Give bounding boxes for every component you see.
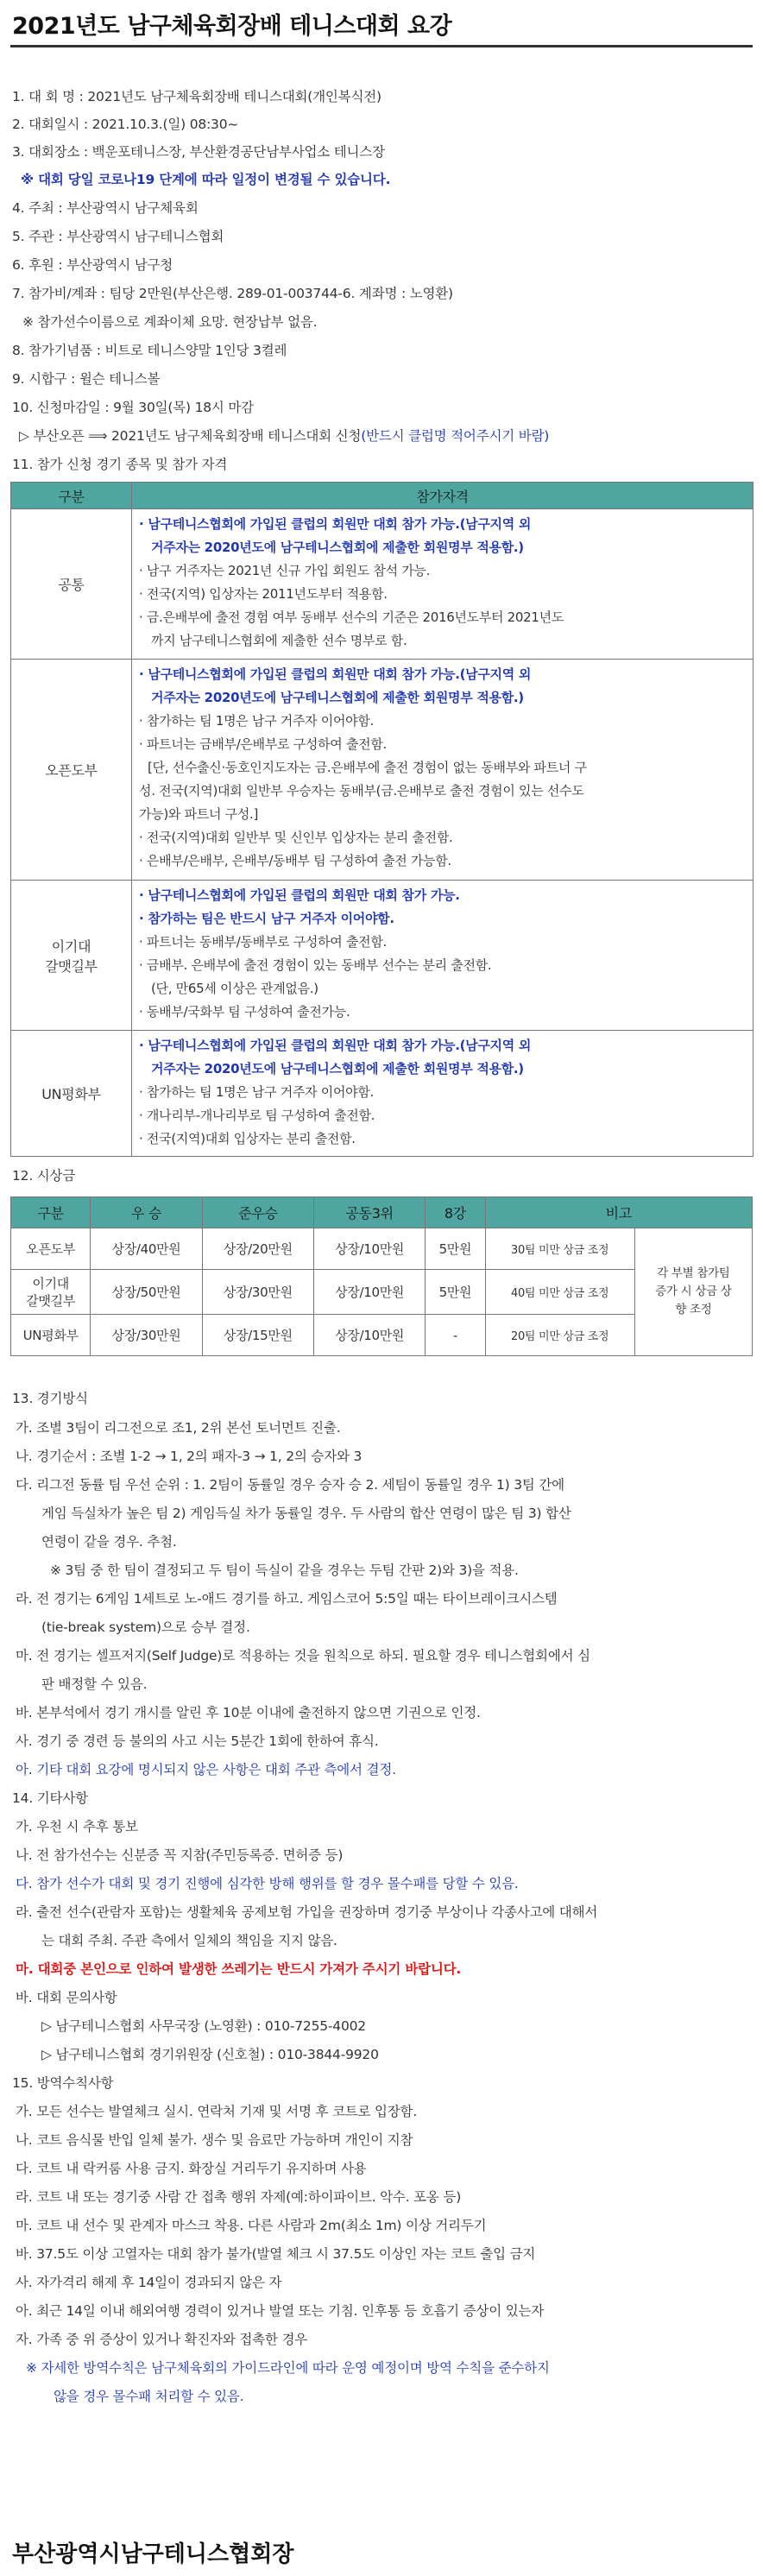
- info-ball: 9. 시합구 : 윌슨 테니스볼: [12, 371, 161, 387]
- section-12-heading: 12. 시상금: [12, 1168, 76, 1184]
- misc-line: 바. 대회 문의사항: [16, 1990, 117, 2005]
- contact-secretary: ▷ 남구테니스협회 사무국장 (노영환) : 010-7255-4002: [41, 2018, 366, 2034]
- prize-runner-up: 상장/30만원: [202, 1270, 313, 1315]
- prize-third: 상장/10만원: [313, 1315, 425, 1356]
- prize-category: 오픈도부: [11, 1228, 91, 1270]
- info-event-name: 1. 대 회 명 : 2021년도 남구체육회장배 테니스대회(개인복식전): [12, 89, 382, 104]
- title-divider: [10, 45, 753, 47]
- quarantine-line: 자. 가족 중 위 증상이 있거나 확진자와 접촉한 경우: [16, 2332, 308, 2347]
- qualification-line: · 은배부/은배부, 은배부/동배부 팀 구성하여 출전 가능함.: [139, 853, 451, 868]
- qualification-line: · 동배부/국화부 팀 구성하여 출전가능.: [139, 1004, 350, 1020]
- qualification-un-peace: [132, 1031, 754, 1157]
- rule-line: 게임 득실차가 높은 팀 2) 게임득실 차가 동률일 경우. 두 사람의 합산 연령이 많은 팀 3) 합산: [41, 1506, 571, 1521]
- section-11-heading: 11. 참가 신청 경기 종목 및 참가 자격: [12, 457, 228, 472]
- rule-line: 아. 기타 대회 요강에 명시되지 않은 사항은 대회 주관 측에서 결정.: [16, 1762, 396, 1777]
- misc-line: 마. 대회중 본인으로 인하여 발생한 쓰레기는 반드시 가져가 주시기 바랍니다.: [16, 1961, 462, 1977]
- qualification-line: · 전국(지역)대회 일반부 및 신인부 입상자는 분리 출전함.: [139, 830, 453, 845]
- prize-third: 상장/10만원: [313, 1270, 425, 1315]
- qualification-common: [132, 509, 754, 660]
- misc-line: 는 대회 주최. 주관 측에서 일체의 책임을 지지 않음.: [41, 1933, 337, 1948]
- category-line: 이기대: [32, 1275, 69, 1291]
- info-entry-fee: 7. 참가비/계좌 : 팀당 2만원(부산은행. 289-01-003744-6. 계좌명 : 노영환): [12, 286, 453, 301]
- misc-line: 나. 전 참가선수는 신분증 꼭 지참(주민등록증. 면허증 등): [16, 1847, 344, 1863]
- remark-line: 각 부별 참가팀: [657, 1266, 730, 1280]
- prize-runner-up: 상장/15만원: [202, 1315, 313, 1356]
- misc-line: 가. 우천 시 추후 통보: [16, 1819, 138, 1834]
- category-line: 갈맷길부: [26, 1292, 76, 1309]
- prize-runner-up: 상장/20만원: [202, 1228, 313, 1270]
- qualification-line: · 개나리부-개나리부로 팀 구성하여 출전함.: [139, 1108, 375, 1123]
- qualification-line: [단, 선수출신·동호인지도자는 금.은배부에 출전 경험이 없는 동배부와 파트너 구: [148, 760, 587, 775]
- qualification-line: 까지 남구테니스협회에 제출한 선수 명부로 함.: [151, 633, 407, 648]
- col-header-third: 공동3위: [313, 1197, 425, 1228]
- rule-line: 마. 전 경기는 셀프저지(Self Judge)로 적용하는 것을 원칙으로 하되. 필요할 경우 테니스협회에서 심: [16, 1648, 590, 1664]
- apply-path: ▷ 부산오픈 ⟹ 2021년도 남구체육회장배 테니스대회 신청: [19, 428, 362, 444]
- section-14-heading: 14. 기타사항: [12, 1790, 88, 1806]
- prize-remark: [634, 1228, 752, 1356]
- issuer-signature: 부산광역시남구테니스협회장: [12, 2541, 294, 2567]
- prize-winner: 상장/30만원: [91, 1315, 202, 1356]
- col-header-remark: 비고: [485, 1197, 752, 1228]
- info-organizer: 5. 주관 : 부산광역시 남구테니스협회: [12, 229, 224, 244]
- misc-line: 라. 출전 선수(관람자 포함)는 생활체육 공제보험 가입을 권장하며 경기중 부상이나 각종사고에 대해서: [16, 1904, 598, 1920]
- prize-winner: 상장/40만원: [91, 1228, 202, 1270]
- prize-quarterfinal: -: [426, 1315, 485, 1356]
- info-event-date: 2. 대회일시 : 2021.10.3.(일) 08:30~: [12, 117, 239, 132]
- qualification-line: · 남구테니스협회에 가입된 클럽의 회원만 대회 참가 가능.: [139, 887, 460, 903]
- prize-note: 20팀 미만 상금 조정: [485, 1315, 634, 1356]
- qualification-line: 성. 전국(지역)대회 일반부 우승자는 동배부(금.은배부로 출전 경험이 있는 선수도: [139, 783, 584, 799]
- document-title: 2021년도 남구체육회장배 테니스대회 요강: [12, 13, 452, 40]
- col-header-runner-up: 준우승: [202, 1197, 313, 1228]
- section-15-heading: 15. 방역수칙사항: [12, 2075, 114, 2091]
- col-header-winner: 우 승: [91, 1197, 202, 1228]
- remark-line: 향 조정: [675, 1303, 712, 1316]
- info-host: 4. 주최 : 부산광역시 남구체육회: [12, 200, 199, 216]
- qualification-line: · 금배부. 은배부에 출전 경험이 있는 동배부 선수는 분리 출전함.: [139, 957, 492, 973]
- col-header-quarterfinal: 8강: [426, 1197, 485, 1228]
- covid-notice: ※ 대회 당일 코로나19 단계에 따라 일정이 변경될 수 있습니다.: [21, 172, 391, 187]
- table-row: [11, 881, 754, 1031]
- rule-line: 나. 경기순서 : 조별 1-2 → 1, 2의 패자-3 → 1, 2의 승자와 3: [16, 1449, 363, 1464]
- entry-fee-note: ※ 참가선수이름으로 계좌이체 요망. 현장납부 없음.: [22, 314, 318, 330]
- table-row: [11, 509, 754, 660]
- quarantine-line: 라. 코트 내 또는 경기중 사람 간 접촉 행위 자제(예:하이파이브. 악수. 포옹 등): [16, 2189, 462, 2205]
- category-line: 이기대: [51, 938, 91, 955]
- rule-line: 라. 전 경기는 6게임 1세트로 노-애드 경기를 하고. 게임스코어 5:5일 때는 타이브레이크시스템: [16, 1591, 558, 1607]
- qualification-line: · 참가하는 팀 1명은 남구 거주자 이어야함.: [139, 1084, 375, 1100]
- qualification-line: · 금.은배부에 출전 경험 여부 동배부 선수의 기준은 2016년도부터 2021년도: [139, 609, 564, 625]
- quarantine-line: 아. 최근 14일 이내 해외여행 경력이 있거나 발열 또는 기침. 인후통 등 호흡기 증상이 있는자: [16, 2303, 545, 2319]
- qualification-line: 거주자는 2020년도에 남구테니스협회에 제출한 회원명부 적용함.): [151, 690, 524, 705]
- prize-header-row: [11, 1197, 753, 1228]
- apply-note: (반드시 클럽명 적어주시기 바람): [361, 428, 550, 444]
- qualification-line: 가능)와 파트너 구성.]: [139, 806, 259, 822]
- prize-note: 30팀 미만 상금 조정: [485, 1228, 634, 1270]
- prize-quarterfinal: 5만원: [426, 1228, 485, 1270]
- table-row: [11, 1031, 754, 1157]
- table-row: [11, 1228, 753, 1270]
- rule-line: (tie-break system)으로 승부 결정.: [41, 1619, 250, 1635]
- misc-line: 다. 참가 선수가 대회 및 경기 진행에 심각한 방해 행위를 할 경우 몰수패를 당할 수 있음.: [16, 1876, 519, 1891]
- quarantine-line: 바. 37.5도 이상 고열자는 대회 참가 불가(발열 체크 시 37.5도 이상인 자는 코트 출입 금지: [16, 2246, 536, 2262]
- col-header-category: 구분: [11, 1197, 91, 1228]
- category-open: 오픈도부: [11, 660, 132, 881]
- qualification-line: · 파트너는 동배부/동배부로 구성하여 출전함.: [139, 934, 387, 950]
- section-13-heading: 13. 경기방식: [12, 1391, 88, 1406]
- info-sponsor: 6. 후원 : 부산광역시 남구청: [12, 257, 173, 273]
- prize-note: 40팀 미만 상금 조정: [485, 1270, 634, 1315]
- rule-line: 다. 리그전 동률 팀 우선 순위 : 1. 2팀이 동률일 경우 승자 승 2. 세팀이 동률일 경우 1) 3팀 간에: [16, 1477, 564, 1493]
- col-header-qualification: 참가자격: [132, 483, 754, 509]
- quarantine-line: 가. 모든 선수는 발열체크 실시. 연락처 기재 및 서명 후 코트로 입장함.: [16, 2104, 418, 2119]
- prize-category: UN평화부: [11, 1315, 91, 1356]
- qualification-line: · 남구테니스협회에 가입된 클럽의 회원만 대회 참가 가능.(남구지역 외: [139, 1038, 532, 1053]
- quarantine-note: 않을 경우 몰수패 처리할 수 있음.: [54, 2389, 244, 2404]
- qualification-line: · 남구테니스협회에 가입된 클럽의 회원만 대회 참가 가능.(남구지역 외: [139, 666, 532, 682]
- prize-table: [10, 1196, 753, 1356]
- eligibility-header-row: [11, 483, 754, 509]
- rule-line: 연령이 같을 경우. 추첨.: [41, 1534, 177, 1550]
- qualification-line: · 참가하는 팀 1명은 남구 거주자 이어야함.: [139, 713, 375, 729]
- contact-committee: ▷ 남구테니스협회 경기위원장 (신호철) : 010-3844-9920: [41, 2047, 379, 2062]
- apply-instruction: [19, 426, 549, 445]
- prize-category: [11, 1270, 91, 1315]
- col-header-category: 구분: [11, 483, 132, 509]
- prize-winner: 상장/50만원: [91, 1270, 202, 1315]
- quarantine-note: ※ 자세한 방역수칙은 남구체육회의 가이드라인에 따라 운영 예정이며 방역 수칙을 준수하지: [26, 2360, 550, 2376]
- info-souvenir: 8. 참가기념품 : 비트로 테니스양말 1인당 3켤레: [12, 343, 287, 358]
- qualification-line: · 전국(지역) 입상자는 2011년도부터 적용함.: [139, 586, 388, 602]
- qualification-line: 거주자는 2020년도에 남구테니스협회에 제출한 회원명부 적용함.): [151, 540, 524, 555]
- category-line: 갈맷길부: [45, 957, 98, 975]
- qualification-line: (단, 만65세 이상은 관계없음.): [151, 981, 318, 996]
- remark-line: 증가 시 상금 상: [655, 1285, 732, 1298]
- qualification-line: 거주자는 2020년도에 남구테니스협회에 제출한 회원명부 적용함.): [151, 1061, 524, 1076]
- quarantine-line: 나. 코트 음식물 반입 일체 불가. 생수 및 음료만 가능하며 개인이 지참: [16, 2132, 413, 2148]
- qualification-line: · 남구 거주자는 2021년 신규 가입 회원도 참석 가능.: [139, 563, 431, 578]
- quarantine-line: 마. 코트 내 선수 및 관계자 마스크 착용. 다른 사람과 2m(최소 1m) 이상 거리두기: [16, 2218, 487, 2233]
- table-row: [11, 660, 754, 881]
- rule-line: 가. 조별 3팀이 리그전으로 조1, 2위 본선 토너먼트 진출.: [16, 1420, 341, 1436]
- qualification-line: · 남구테니스협회에 가입된 클럽의 회원만 대회 참가 가능.(남구지역 외: [139, 516, 532, 532]
- rule-line: 사. 경기 중 경련 등 불의의 사고 시는 5분간 1회에 한하여 휴식.: [16, 1733, 379, 1749]
- qualification-line: · 파트너는 금배부/은배부로 구성하여 출전함.: [139, 736, 387, 752]
- prize-quarterfinal: 5만원: [426, 1270, 485, 1315]
- qualification-line: · 참가하는 팀은 반드시 남구 거주자 이어야함.: [139, 911, 394, 926]
- rule-line: 판 배정할 수 있음.: [41, 1676, 148, 1692]
- category-un-peace: UN평화부: [11, 1031, 132, 1157]
- qualification-line: · 전국(지역)대회 입상자는 분리 출전함.: [139, 1131, 356, 1146]
- category-igidae: [11, 881, 132, 1031]
- qualification-igidae: [132, 881, 754, 1031]
- quarantine-line: 다. 코트 내 락커룸 사용 금지. 화장실 거리두기 유지하며 사용: [16, 2161, 367, 2176]
- eligibility-table: [10, 482, 754, 1157]
- qualification-open: [132, 660, 754, 881]
- rule-line: ※ 3팀 중 한 팀이 결정되고 두 팀이 득실이 같을 경우는 두팀 간판 2)와 3)을 적용.: [50, 1563, 519, 1578]
- prize-third: 상장/10만원: [313, 1228, 425, 1270]
- rule-line: 바. 본부석에서 경기 개시를 알린 후 10분 이내에 출전하지 않으면 기권으로 인정.: [16, 1705, 481, 1720]
- info-deadline: 10. 신청마감일 : 9월 30일(목) 18시 마감: [12, 400, 254, 415]
- category-common: 공통: [11, 509, 132, 660]
- info-event-venue: 3. 대회장소 : 백운포테니스장, 부산환경공단남부사업소 테니스장: [12, 144, 385, 160]
- quarantine-line: 사. 자가격리 해제 후 14일이 경과되지 않은 자: [16, 2275, 282, 2290]
